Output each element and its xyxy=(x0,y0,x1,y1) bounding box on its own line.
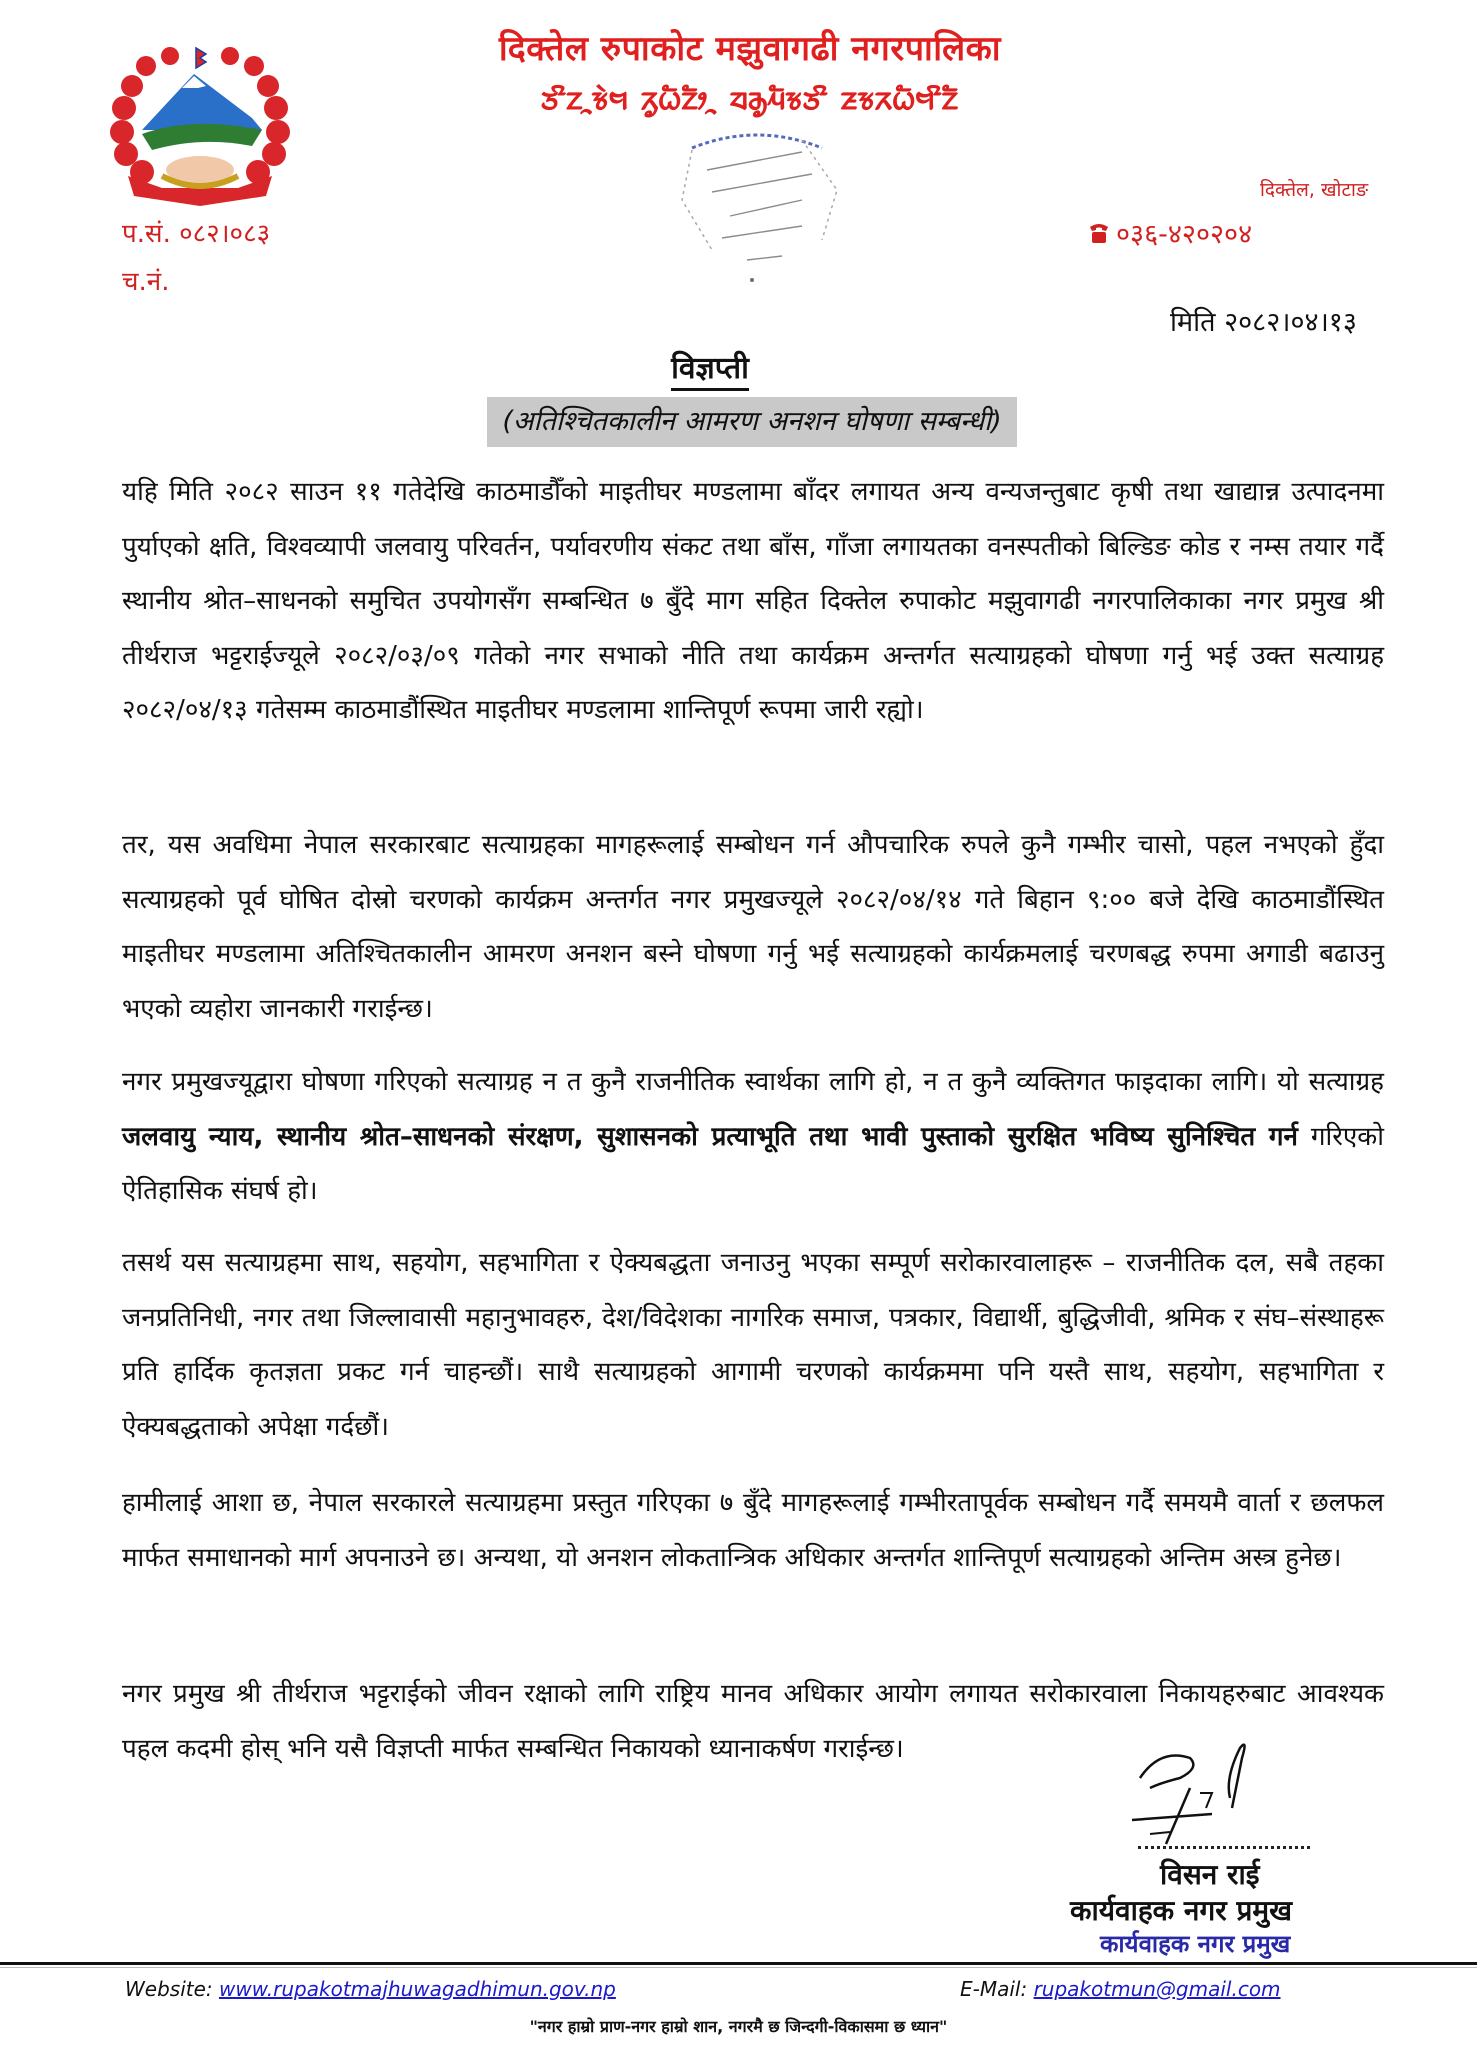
website-line xyxy=(125,1976,616,2002)
phone-icon xyxy=(1088,221,1110,245)
address: दिक्तेल, खोटाङ xyxy=(1260,179,1369,201)
office-seal xyxy=(652,130,862,290)
paragraph-1: यहि मिति २०८२ साउन ११ गतेदेखि काठमाडौँको माइतीघर मण्डलामा बाँदर लगायत अन्य वन्यजन्तुबाट कृषी तथा खाद्यान्न उत्पादनमा पुर्याएको क्षति, विश्वव्यापी जलवायु परिवर्तन, पर्यावरणीय संकट तथा बाँस, गाँजा लगायतका वनस्पतीको बिल्डिङ कोड र नम्स तयार गर्दै स्थानीय श्रोत–साधनको समुचित उपयोगसँग सम्बन्धित ७ बुँदे माग सहित दिक्तेल रुपाकोट मझुवागढी नगरपालिकाका नगर प्रमुख श्री तीर्थराज भट्टराईज्यूले २०८२/०३/०९ गतेको नगर सभाको नीति तथा कार्यक्रम अन्तर्गत सत्याग्रहको घोषणा गर्नु भई उक्त सत्याग्रह २०८२/०४/१३ गतेसम्म काठमाडौंस्थित माइतीघर मण्डलामा शान्तिपूर्ण रूपमा जारी रह्यो। xyxy=(122,477,1384,725)
phone-number xyxy=(1088,214,1252,251)
document-date: मिति २०८२।०४।१३ xyxy=(1170,307,1357,338)
paragraph-3-end: गरिएको ऐतिहासिक संघर्ष हो। xyxy=(122,1121,1384,1206)
paragraph-3 xyxy=(122,1055,1384,1219)
website-label: Website: xyxy=(125,1977,213,2001)
notice-subject: (अतिश्चितकालीन आमरण अनशन घोषणा सम्बन्धी) xyxy=(487,397,1017,447)
reference-number: प.सं. ०८२।०८३ xyxy=(122,219,271,249)
footer-divider-thin xyxy=(0,1967,1477,1968)
notice-title-text: विज्ञप्ती xyxy=(671,351,749,391)
signer-title: कार्यवाहक नगर प्रमुख xyxy=(1070,1894,1293,1927)
notice-title xyxy=(600,346,820,387)
website-link[interactable]: www.rupakotmajhuwagadhimun.gov.np xyxy=(219,1977,616,2001)
paragraph-4: तसर्थ यस सत्याग्रहमा साथ, सहयोग, सहभागिता र ऐक्यबद्धता जनाउनु भएका सम्पूर्ण सरोकारवालाहरू – राजनीतिक दल, सबै तहका जनप्रतिनिधी, नगर तथा जिल्लावासी महानुभावहरु, देश/विदेशका नागरिक समाज, पत्रकार, विद्यार्थी, बुद्धिजीवी, श्रमिक र संघ–संस्थाहरू प्रति हार्दिक कृतज्ञता प्रकट गर्न चाहन्छौं। साथै सत्याग्रहको आगामी चरणको कार्यक्रममा पनि यस्तै साथ, सहयोग, सहभागिता र ऐक्यबद्धताको अपेक्षा गर्दछौं। xyxy=(122,1248,1384,1442)
footer-divider xyxy=(0,1962,1477,1965)
municipality-motto: "नगर हाम्रो प्राण-नगर हाम्रो शान, नगरमै छ जिन्दगी-विकासमा छ ध्यान" xyxy=(529,2017,948,2036)
acting-mayor-stamp: कार्यवाहक नगर प्रमुख xyxy=(1100,1930,1291,1958)
nepal-emblem-logo xyxy=(102,46,298,218)
org-name-limbu: ᤍᤡᤁᤳᤃᤧᤗ ᤖᤢᤐᤠᤁᤥᤳ ᤔᤌᤢᤘᤠᤃᤍᤡ ᤏᤃᤖᤐᤠᤗᤡᤁᤠ xyxy=(541,78,959,118)
paragraph-3-start: नगर प्रमुखज्यूद्वारा घोषणा गरिएको सत्याग्रह न त कुनै राजनीतिक स्वार्थका लागि हो, न त कुनै व्यक्तिगत फाइदाका लागि। यो सत्याग्रह xyxy=(122,1067,1384,1097)
handwritten-signature xyxy=(1120,1738,1270,1848)
email-line xyxy=(960,1976,1281,2002)
paragraph-6: नगर प्रमुख श्री तीर्थराज भट्टराईको जीवन रक्षाको लागि राष्ट्रिय मानव अधिकार आयोग लगायत सरोकारवाला निकायहरुबाट आवश्यक पहल कदमी होस् भनि यसै विज्ञप्ती मार्फत सम्बन्धित निकायको ध्यानाकर्षण गराईन्छ। xyxy=(122,1679,1384,1764)
org-name-nepali: दिक्तेल रुपाकोट मझुवागढी नगरपालिका xyxy=(498,29,1002,69)
signer-name: विसन राई xyxy=(1160,1858,1260,1891)
email-label: E-Mail: xyxy=(960,1977,1028,2001)
paragraph-5: हामीलाई आशा छ, नेपाल सरकारले सत्याग्रहमा प्रस्तुत गरिएका ७ बुँदे मागहरूलाई गम्भीरतापूर्वक सम्बोधन गर्दै समयमै वार्ता र छलफल मार्फत समाधानको मार्ग अपनाउने छ। अन्यथा, यो अनशन लोकतान्त्रिक अधिकार अन्तर्गत शान्तिपूर्ण सत्याग्रहको अन्तिम अस्त्र हुनेछ। xyxy=(122,1488,1384,1573)
phone-text: ०३६-४२०२०४ xyxy=(1116,219,1253,250)
signature-line xyxy=(1138,1846,1310,1849)
email-link[interactable]: rupakotmun@gmail.com xyxy=(1033,1977,1281,2001)
dispatch-number: च.नं. xyxy=(122,267,170,297)
paragraph-2: तर, यस अवधिमा नेपाल सरकारबाट सत्याग्रहका मागहरूलाई सम्बोधन गर्न औपचारिक रुपले कुनै गम्भीर चासो, पहल नभएको हुँदा सत्याग्रहको पूर्व घोषित दोस्रो चरणको कार्यक्रम अन्तर्गत नगर प्रमुखज्यूले २०८२/०४/१४ गते बिहान ९:०० बजे देखि काठमाडौंस्थित माइतीघर मण्डलामा अतिश्चितकालीन आमरण अनशन बस्ने घोषणा गर्नु भई सत्याग्रहको कार्यक्रमलाई चरणबद्ध रुपमा अगाडी बढाउनु भएको व्यहोरा जानकारी गराईन्छ। xyxy=(122,830,1384,1024)
paragraph-3-emphasis: जलवायु न्याय, स्थानीय श्रोत–साधनको संरक्षण, सुशासनको प्रत्याभूति तथा भावी पुस्ताको सुरक्षित भविष्य सुनिश्चित गर्न xyxy=(122,1121,1298,1152)
